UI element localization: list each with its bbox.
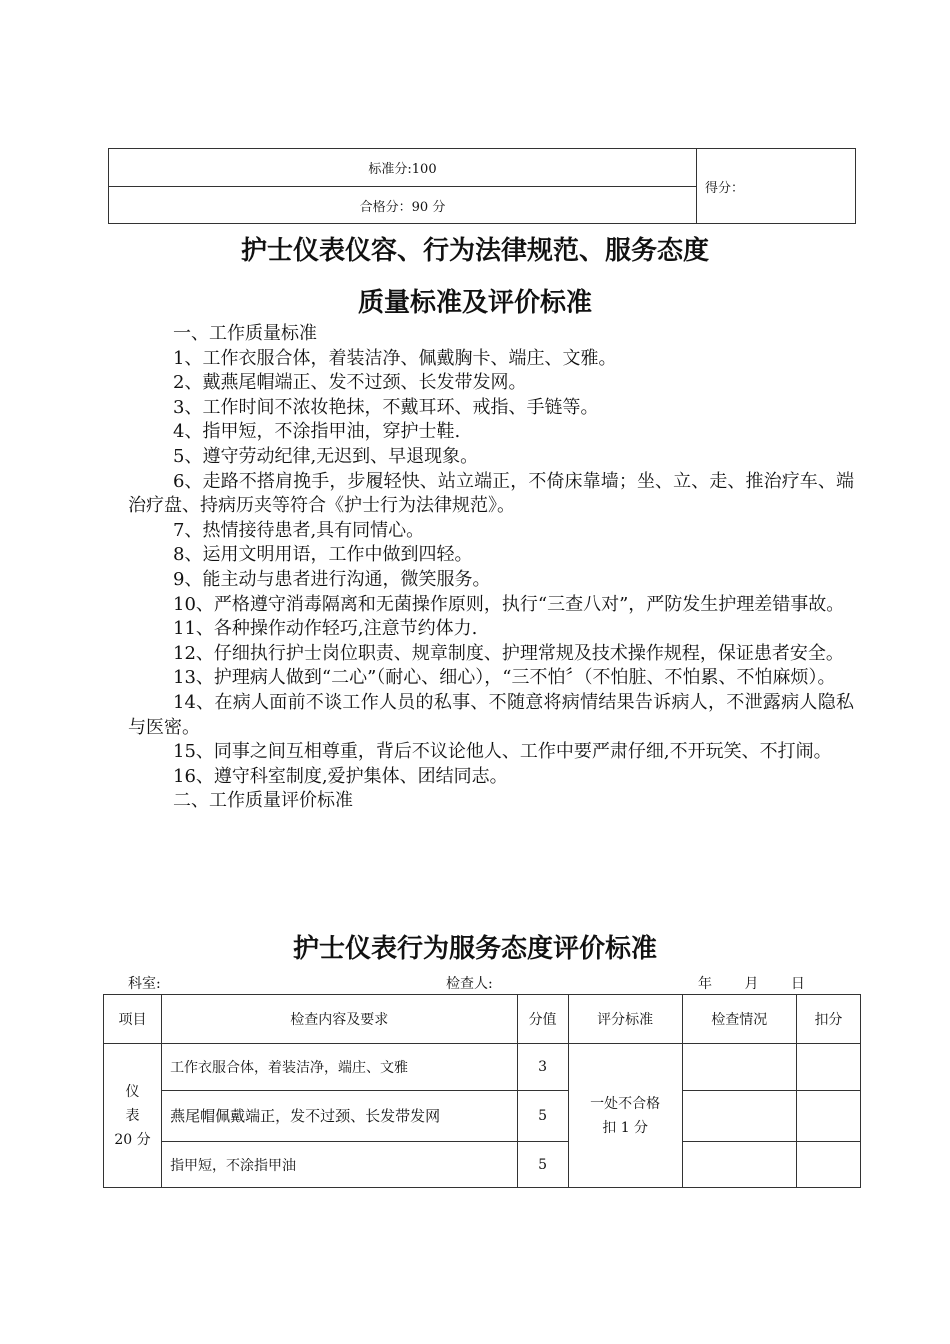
criteria-cell [568,1044,682,1188]
standard-item: 5、遵守劳动纪律,无迟到、早退现象。 [173,445,479,467]
passing-score: 合格分：90 分 [109,187,697,224]
evaluation-table [103,994,861,1188]
deduction-cell [796,1044,860,1091]
criteria-line: 一处不合格 [590,1095,661,1112]
header-deduction: 扣分 [796,995,860,1044]
item-category-line: 20 分 [114,1131,151,1148]
day-label: 日 [790,976,805,992]
table-title: 护士仪表行为服务态度评价标准 [292,934,657,964]
obtained-score: 得分： [697,149,856,224]
section-heading: 二、工作质量评价标准 [173,790,353,812]
item-category-line: 表 [125,1107,140,1124]
check-status-cell [682,1091,796,1142]
row-score: 5 [517,1091,568,1142]
standard-item: 4、指甲短，不涂指甲油，穿护士鞋. [173,421,461,443]
standards-body [128,322,854,814]
standard-score: 标准分:100 [109,149,697,187]
month-label: 月 [744,976,759,992]
standard-item: 1、工作衣服合体，着装洁净、佩戴胸卡、端庄、文雅。 [173,347,617,369]
standard-item: 12、仔细执行护士岗位职责、规章制度、护理常规及技术操作规程，保证患者安全。 [173,642,844,664]
standard-item: 15、同事之间互相尊重，背后不议论他人、工作中要严肃仔细,不开玩笑、不打闹。 [173,741,832,763]
standard-item: 7、热情接待患者,具有同情心。 [173,519,425,541]
check-status-cell [682,1142,796,1188]
header-criteria: 评分标准 [568,995,682,1044]
standard-item: 11、各种操作动作轻巧,注意节约体力. [173,618,478,640]
standard-item: 3、工作时间不浓妆艳抹，不戴耳环、戒指、手链等。 [173,396,599,418]
deduction-cell [796,1091,860,1142]
check-status-cell [682,1044,796,1091]
row-content: 指甲短，不涂指甲油 [162,1142,517,1188]
row-score: 3 [517,1044,568,1091]
date-label [698,973,833,993]
checker-label: 检查人: [446,976,493,992]
section-heading: 一、工作质量标准 [173,323,317,344]
row-score: 5 [517,1142,568,1188]
document-title-line1: 护士仪表仪容、行为法律规范、服务态度 [240,236,709,266]
row-content: 工作衣服合体，着装洁净，端庄、文雅 [162,1044,517,1091]
department-label: 科室: [128,976,161,992]
criteria-line: 扣 1 分 [602,1119,649,1136]
row-content: 燕尾帽佩戴端正，发不过颈、长发带发网 [162,1091,517,1142]
table-row [104,1091,861,1142]
header-check-status: 检查情况 [682,995,796,1044]
table-row [104,1142,861,1188]
standard-item: 16、遵守科室制度,爱护集体、团结同志。 [173,765,508,787]
standard-item: 2、戴燕尾帽端正、发不过颈、长发带发网。 [173,372,527,394]
header-item: 项目 [104,995,162,1044]
document-title-line2: 质量标准及评价标准 [357,288,592,318]
standard-item: 14、在病人面前不谈工作人员的私事、不随意将病情结果告诉病人，不泄露病人隐私与医密。 [128,691,854,738]
header-score: 分值 [517,995,568,1044]
score-table [108,148,856,224]
item-category-cell [104,1044,162,1188]
table-header-row [104,995,861,1044]
year-label: 年 [698,976,712,992]
table-row [104,1044,861,1091]
standard-item: 8、运用文明用语，工作中做到四轻。 [173,544,473,566]
standard-item: 13、护理病人做到“二心”（耐心、细心），“三不怕〞（不怕脏、不怕累、不怕麻烦）。 [173,667,836,689]
standard-item: 6、走路不搭肩挽手，步履轻快、站立端正，不倚床靠墙；坐、立、走、推治疗车、端治疗盘、持病历夹等符合《护士行为法律规范》。 [128,470,854,517]
standard-item: 10、严格遵守消毒隔离和无菌操作原则，执行“三查八对”，严防发生护理差错事故。 [173,593,845,615]
item-category-line: 仪 [125,1083,140,1100]
deduction-cell [796,1142,860,1188]
standard-item: 9、能主动与患者进行沟通，微笑服务。 [173,568,491,590]
header-content: 检查内容及要求 [162,995,517,1044]
